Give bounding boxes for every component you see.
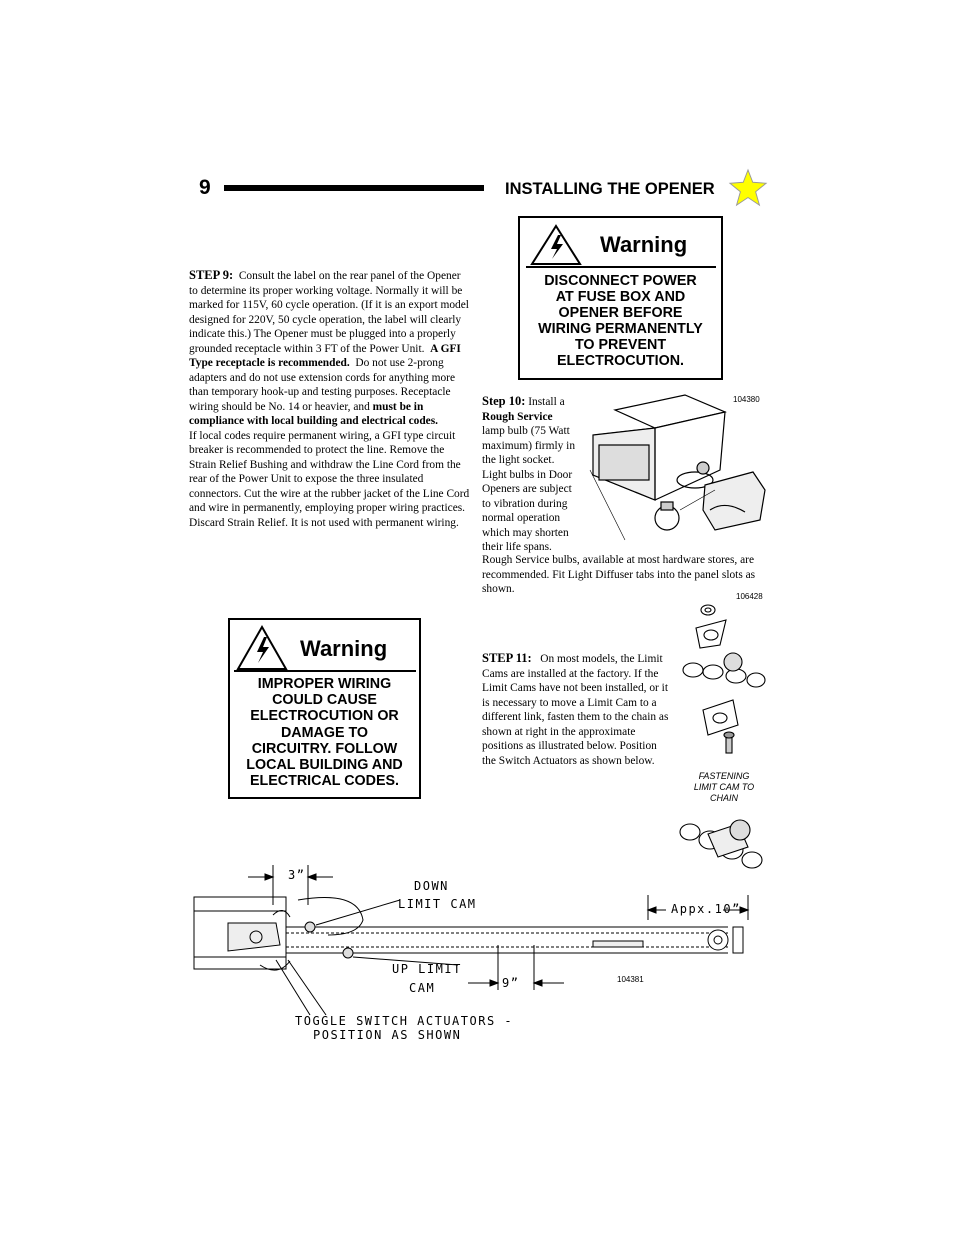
- warning-divider: [526, 266, 716, 268]
- warning-box-wiring: [228, 618, 421, 799]
- step9-text-2: Do not use 2-prong adapters and do not use extension cords for anything more than temporary hook-up and testing purposes. Receptacle wiring should be No. 14 or heavier, and: [189, 357, 456, 413]
- up-limit-cam-label-2: CAM: [409, 981, 436, 995]
- down-limit-cam-label-1: DOWN: [414, 879, 449, 893]
- limit-cam-caption: FASTENING LIMIT CAM TO CHAIN: [693, 771, 755, 803]
- step9-gfi-note: A GFI Type receptacle is recommended.: [189, 342, 461, 369]
- header-rule: [224, 185, 484, 191]
- step10-label: Step 10:: [482, 394, 526, 408]
- figure-id-104381: 104381: [617, 975, 644, 984]
- step10-text: lamp bulb (75 Watt maximum) firmly in the light socket. Light bulbs in Door Openers are subject to vibration during normal operation which may shorten their life spans.: [482, 425, 576, 553]
- page-number: 9: [199, 176, 211, 199]
- step9-text-3: If local codes require permanent wiring, a GFI type circuit breaker is recommended to protect the line. Remove the Strain Relief Bushing and withdraw the Line Cord from the rear of the Power Unit to expose the three insulated connectors. Cut the wire at the rubber jacket of the Line Cord and wire in permanently, employing proper wiring practices. Discard Strain Relief. It is not used with permanent wiring.: [189, 429, 470, 529]
- warning-heading: Warning: [300, 636, 388, 661]
- step10-continued: Rough Service bulbs, available at most hardware stores, are recommended. Fit Light Diffuser tabs into the panel slots as shown.: [482, 554, 756, 595]
- warning-text: IMPROPER WIRING COULD CAUSE ELECTROCUTION OR DAMAGE TO CIRCUITRY. FOLLOW LOCAL BUILDING AND ELECTRICAL CODES.: [246, 676, 403, 790]
- star-icon: [728, 168, 768, 208]
- figure-id-106428: 106428: [736, 592, 763, 601]
- toggle-actuators-label-2: POSITION AS SHOWN: [313, 1028, 462, 1042]
- step11-label: STEP 11:: [482, 651, 532, 665]
- step10-paragraph: [482, 394, 577, 555]
- step10-bulb-type: Rough Service: [482, 410, 553, 423]
- opener-light-illustration: [585, 390, 770, 550]
- electric-hazard-icon: [236, 625, 288, 671]
- toggle-actuators-label-1: TOGGLE SWITCH ACTUATORS -: [295, 1014, 514, 1028]
- section-title: INSTALLING THE OPENER: [505, 180, 715, 198]
- step11-text: On most models, the Limit Cams are installed at the factory. If the Limit Cams have not been installed, or it is necessary to move a Limit Cam to a different link, fasten them to the chain as shown at right in the approximate positions as illustrated below. Position the Switch Actuators as shown below.: [482, 653, 669, 767]
- step9-codes-note: must be in compliance with local building and electrical codes.: [189, 400, 439, 427]
- warning-text: DISCONNECT POWER AT FUSE BOX AND OPENER BEFORE WIRING PERMANENTLY TO PREVENT ELECTROCUTION.: [538, 273, 703, 369]
- up-limit-cam-label-1: UP LIMIT: [392, 962, 462, 976]
- step9-text-1: Consult the label on the rear panel of the Opener to determine its proper working voltage. Normally it will be marked for 115V, 60 cycle operation. (If it is an export model designed for 220V, 50 cycle operation, the label will clearly indicate this.) The Opener must be plugged into a properly grounded receptacle within 3 FT of the Power Unit.: [189, 270, 469, 355]
- warning-divider: [234, 670, 416, 672]
- warning-heading: Warning: [600, 232, 688, 257]
- dim-9in-label: 9”: [502, 976, 520, 990]
- dim-3in-label: 3”: [288, 868, 306, 882]
- limit-cam-exploded-illustration: [678, 600, 768, 770]
- step9-paragraph: [189, 268, 471, 530]
- warning-box-disconnect: [518, 216, 723, 380]
- appx-10in-label: Appx.10”: [671, 902, 741, 916]
- electric-hazard-icon: [530, 224, 582, 266]
- step10-intro: Install a: [528, 396, 565, 408]
- figure-id-104380: 104380: [733, 395, 760, 404]
- step11-paragraph: [482, 651, 672, 768]
- down-limit-cam-label-2: LIMIT CAM: [398, 897, 477, 911]
- step9-label: STEP 9:: [189, 268, 234, 282]
